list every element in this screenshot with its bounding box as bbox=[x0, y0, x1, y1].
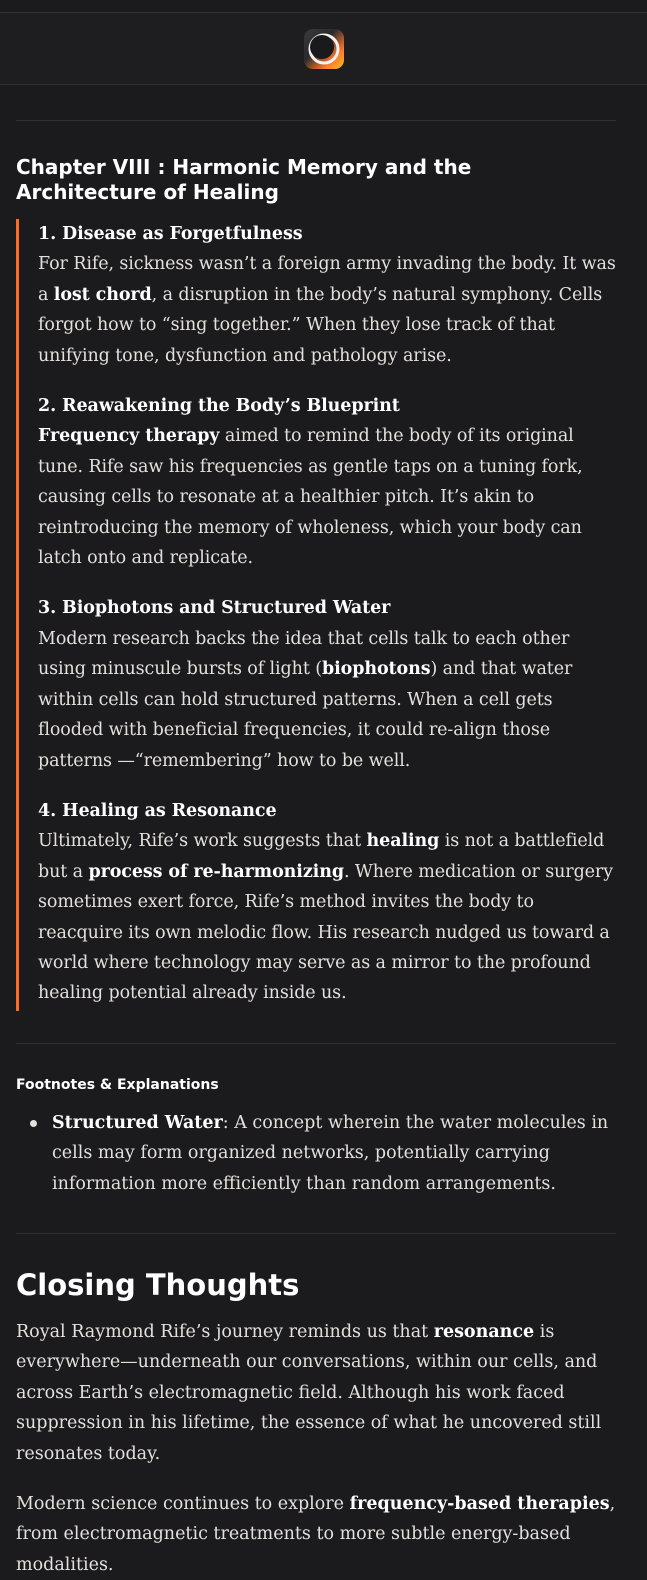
list-item bbox=[38, 796, 616, 1009]
item-emphasis: healing bbox=[366, 831, 440, 852]
app-header bbox=[0, 13, 647, 85]
item-emphasis: Frequency therapy bbox=[38, 426, 220, 447]
item-text: aimed to remind the body of its original tune. Rife saw his frequencies as gentle taps on a tuning fork, causing cells to resonate at a healthier pitch. It’s akin to reintroducing the memory of wholeness, which your body can latch onto and replicate. bbox=[38, 426, 583, 569]
item-heading: 1. Disease as Forgetfulness bbox=[38, 224, 303, 244]
item-text: ) and that water within cells can hold structured patterns. When a cell gets flooded with beneficial frequencies, it could re-align those patterns —“remembering” how to be well. bbox=[38, 659, 573, 771]
section-divider bbox=[16, 120, 616, 121]
chapter-title: Chapter VIII : Harmonic Memory and the Architecture of Healing bbox=[16, 155, 472, 204]
item-text: . Where medication or surgery sometimes exert force, Rife’s method invites the body to reacquire its own melodic flow. His research nudged us toward a world where technology may serve as a mirror to the profound healing potential already inside us. bbox=[38, 861, 613, 1004]
para-text: Modern science continues to explore bbox=[16, 1494, 350, 1514]
footnote-term: Structured Water bbox=[52, 1112, 223, 1133]
footnote-item bbox=[52, 1108, 616, 1199]
chapter-blockquote bbox=[16, 219, 616, 1011]
footnotes-list bbox=[16, 1108, 616, 1199]
list-item bbox=[38, 391, 616, 573]
para-text: , from electromagnetic treatments to more subtle energy-based modalities. bbox=[16, 1494, 616, 1575]
item-text: Ultimately, Rife’s work suggests that bbox=[38, 831, 367, 852]
closing-title: Closing Thoughts bbox=[16, 1267, 300, 1302]
para-emphasis: resonance bbox=[433, 1321, 535, 1342]
para-text: Royal Raymond Rife’s journey reminds us that bbox=[16, 1321, 434, 1342]
item-text: is not a battlefield but a bbox=[38, 831, 605, 882]
item-emphasis: biophotons bbox=[321, 659, 431, 680]
section-divider bbox=[16, 1043, 616, 1044]
para-emphasis: frequency-based therapies bbox=[349, 1494, 610, 1514]
list-item bbox=[38, 219, 616, 371]
list-item bbox=[38, 593, 616, 775]
item-emphasis: process of re-harmonizing bbox=[88, 861, 344, 882]
app-logo-icon[interactable] bbox=[304, 29, 344, 69]
item-emphasis: lost chord bbox=[53, 284, 152, 305]
item-heading: 2. Reawakening the Body’s Blueprint bbox=[38, 396, 400, 417]
item-text: For Rife, sickness wasn’t a foreign army invading the body. It was a bbox=[38, 254, 616, 305]
item-heading: 4. Healing as Resonance bbox=[38, 800, 277, 821]
item-text: Modern research backs the idea that cells talk to each other using minuscule bursts of light ( bbox=[38, 628, 570, 680]
para-text: is everywhere—underneath our conversations, within our cells, and across Earth’s electromagnetic field. Although his work faced suppression in his lifetime, the essence of what he uncovered still resonates today. bbox=[16, 1321, 602, 1464]
bullet-icon bbox=[30, 1120, 37, 1127]
item-text: , a disruption in the body’s natural symphony. Cells forgot how to “sing together.” When they lose track of that unifying tone, dysfunction and pathology arise. bbox=[38, 284, 603, 366]
footnote-text: : A concept wherein the water molecules in cells may form organized networks, potentially carrying information more efficiently than random arrangements. bbox=[52, 1112, 609, 1194]
section-divider bbox=[16, 1233, 616, 1234]
closing-paragraph bbox=[16, 1317, 616, 1469]
closing-paragraph bbox=[16, 1489, 616, 1580]
item-heading: 3. Biophotons and Structured Water bbox=[38, 598, 391, 619]
footnotes-heading: Footnotes & Explanations bbox=[16, 1076, 219, 1093]
article-content bbox=[16, 85, 616, 1580]
